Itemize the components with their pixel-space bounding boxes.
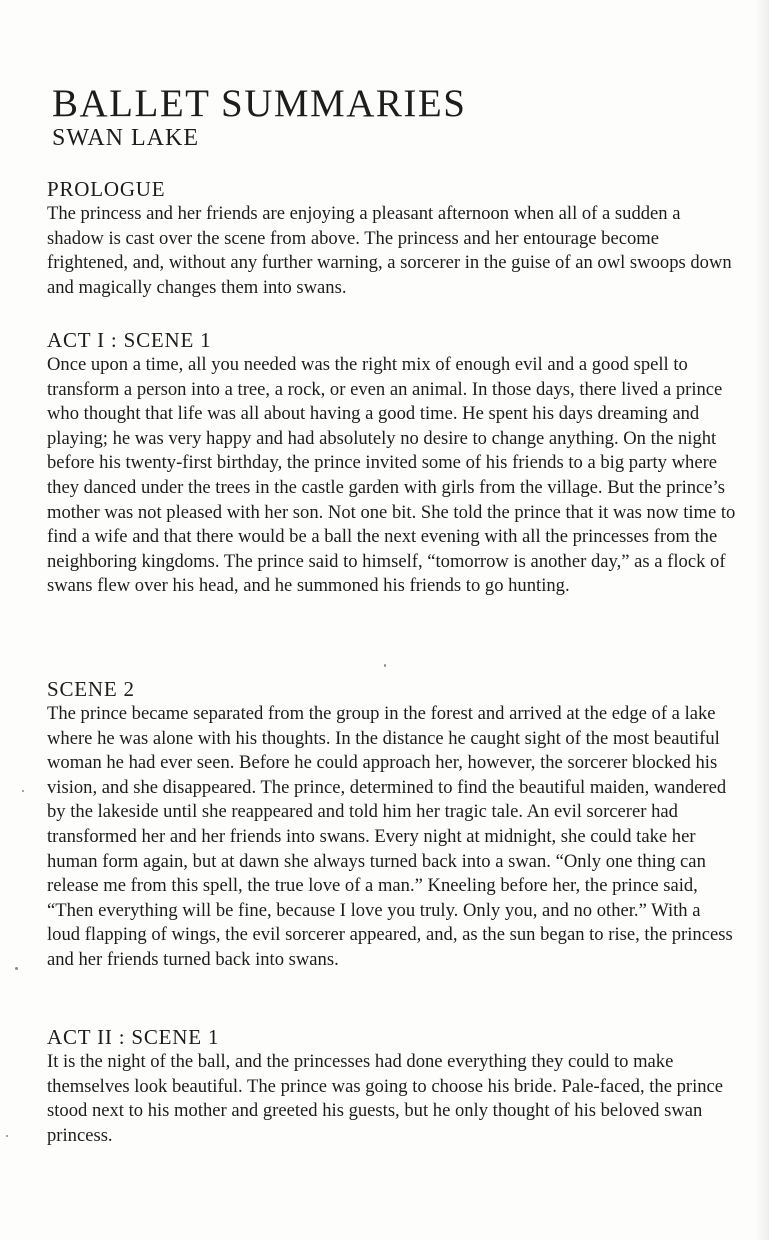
section-heading: ACT II : SCENE 1 — [47, 1025, 220, 1049]
scan-speck — [6, 1135, 8, 1137]
section-heading: SCENE 2 — [47, 677, 135, 701]
section-body: It is the night of the ball, and the princesses had done everything they could to make themselves look beautiful. The prince was going to choose his bride. Pale-faced, the prince stood next to his mother and greeted his guests, but he only thought of his beloved swan princess. — [47, 1051, 724, 1146]
scan-speck — [384, 664, 386, 667]
section-heading: PROLOGUE — [47, 177, 166, 201]
document-content — [47, 82, 737, 1146]
section-heading: ACT I : SCENE 1 — [47, 328, 212, 352]
scan-speck — [15, 967, 18, 970]
section-body: The prince became separated from the group in the forest and arrived at the edge of a lake where he was alone with his thoughts. In the distance he caught sight of the most beautiful woman he had ever seen. Before he could approach her, however, the sorcerer blocked his vision, and she disappeared. The prince, determined to find the beautiful maiden, wandered by the lakeside until she reappeared and told him her tragic tale. An evil sorcerer had transformed her and her friends into swans. Every night at midnight, she could take her human form again, but at dawn she always turned back into a swan. “Only one thing can release me from this spell, the true love of a man.” Kneeling before her, the prince said, “Then everything will be fine, because I love you truly. Only you, and no other.” With a loud flapping of wings, the evil sorcerer appeared, and, as the sun began to rise, the princess and her friends turned back into swans. — [47, 703, 733, 970]
section-act-1-scene-1 — [47, 327, 737, 599]
section-scene-2 — [47, 676, 737, 973]
section-body: Once upon a time, all you needed was the right mix of enough evil and a good spell to transform a person into a tree, a rock, or even an animal. In those days, there lived a prince who thought that life was all about having a good time. He spent his days dreaming and playing; he was very happy and had absolutely no desire to change anything. On the night before his twenty-first birthday, the prince invited some of his friends to a big party where they danced under the trees in the castle garden with girls from the village. But the prince’s mother was not pleased with her son. Not one bit. She told the prince that it was now time to find a wife and that there would be a ball the next evening with all the princesses from the neighboring kingdoms. The prince said to himself, “tomorrow is another day,” as a flock of swans flew over his head, and he summoned his friends to go hunting. — [47, 354, 736, 597]
page-subtitle: SWAN LAKE — [52, 125, 199, 151]
section-prologue — [47, 176, 737, 300]
page-edge-shadow — [755, 0, 769, 1240]
section-act-2-scene-1 — [47, 1024, 737, 1148]
section-body: The princess and her friends are enjoying a pleasant afternoon when all of a sudden a shadow is cast over the scene from above. The princess and her entourage become frightened, and, without any further warning, a sorcerer in the guise of an owl swoops down and magically changes them into swans. — [47, 203, 732, 298]
page-title: BALLET SUMMARIES — [52, 82, 467, 125]
scan-speck — [22, 790, 24, 792]
